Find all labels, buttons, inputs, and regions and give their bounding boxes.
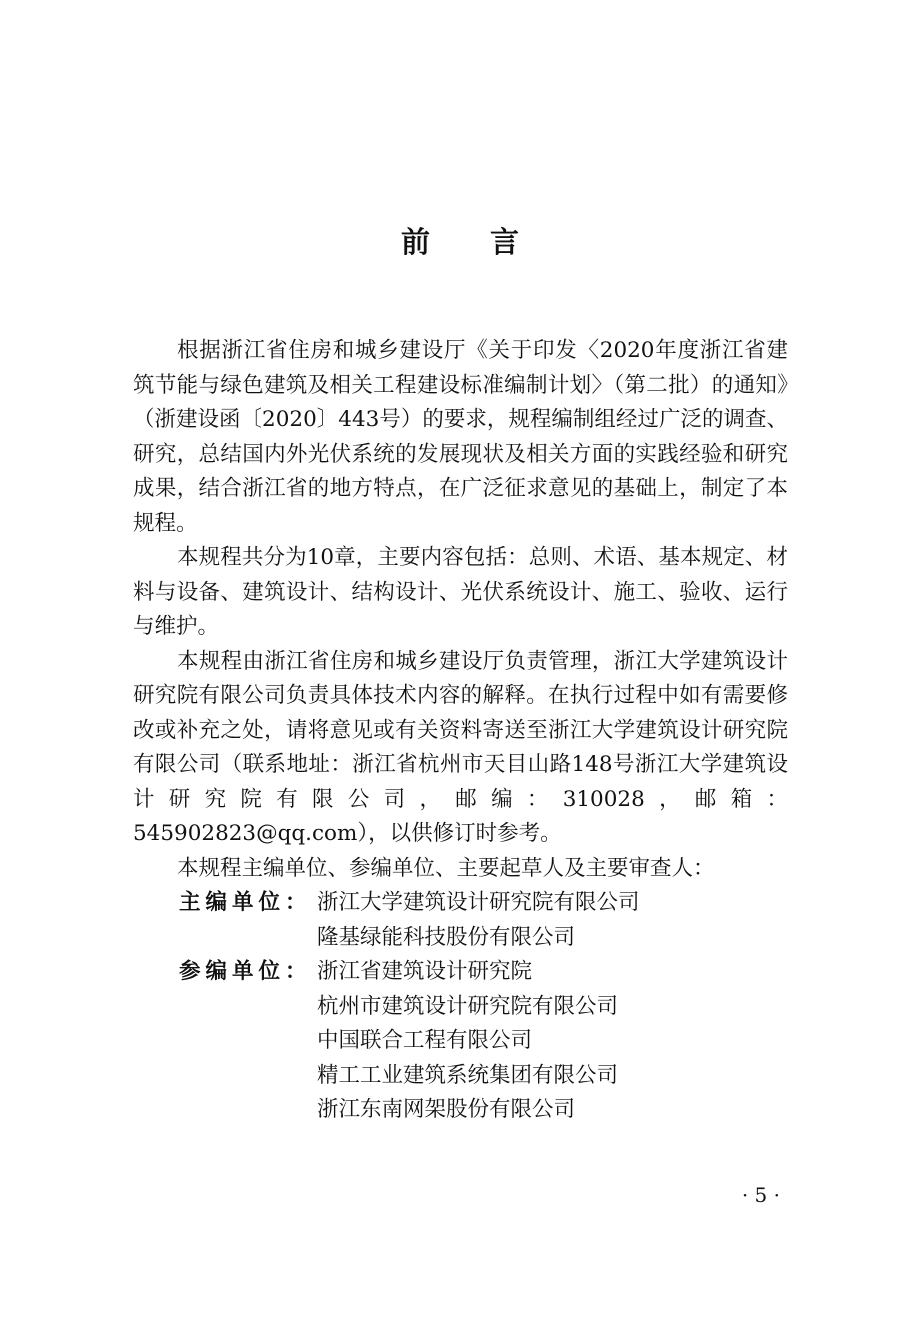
- preface-body: [133, 334, 788, 1128]
- participating-units-list: [317, 955, 788, 1128]
- unit-roster: [133, 886, 788, 1128]
- chief-units-label: 主编单位：: [179, 890, 307, 915]
- page-title: 前言: [400, 225, 579, 259]
- list-item: 中国联合工程有限公司: [317, 1028, 533, 1053]
- page-number: · 5 ·: [741, 1183, 780, 1207]
- paragraph-units-intro: 本规程主编单位、参编单位、主要起草人及主要审查人：: [177, 855, 715, 881]
- paragraph-contents: 本规程共分为10章，主要内容包括：总则、术语、基本规定、材料与设备、建筑设计、结构设计、光伏系统设计、施工、验收、运行与维护。: [133, 545, 788, 639]
- list-item: 浙江省建筑设计研究院: [317, 959, 533, 984]
- list-item: 浙江东南网架股份有限公司: [317, 1097, 576, 1122]
- list-item: 精工工业建筑系统集团有限公司: [317, 1062, 619, 1088]
- paragraph-management: 本规程由浙江省住房和城乡建设厅负责管理，浙江大学建筑设计研究院有限公司负责具体技术内容的解释。在执行过程中如有需要修改或补充之处，请将意见或有关资料寄送至浙江大学建筑设计研究院有限公司（联系地址：浙江省杭州市天目山路148号浙江大学建筑设计研究院有限公司，邮编：310028，邮箱：545902823@qq.com），以供修订时参考。: [133, 648, 788, 846]
- chief-units-row: [133, 886, 788, 955]
- list-item: 杭州市建筑设计研究院有限公司: [317, 993, 619, 1019]
- list-item: 隆基绿能科技股份有限公司: [317, 924, 576, 950]
- paragraph-background: 根据浙江省住房和城乡建设厅《关于印发〈2020年度浙江省建筑节能与绿色建筑及相关工程建设标准编制计划〉（第二批）的通知》（浙建设函〔2020〕443号）的要求，规程编制组经过广泛的调查、研究，总结国内外光伏系统的发展现状及相关方面的实践经验和研究成果，结合浙江省的地方特点，在广泛征求意见的基础上，制定了本规程。: [133, 338, 788, 536]
- list-item: 浙江大学建筑设计研究院有限公司: [317, 890, 640, 915]
- chief-units-list: [317, 886, 788, 955]
- participating-units-label: 参编单位：: [179, 959, 307, 984]
- participating-units-row: [133, 955, 788, 1128]
